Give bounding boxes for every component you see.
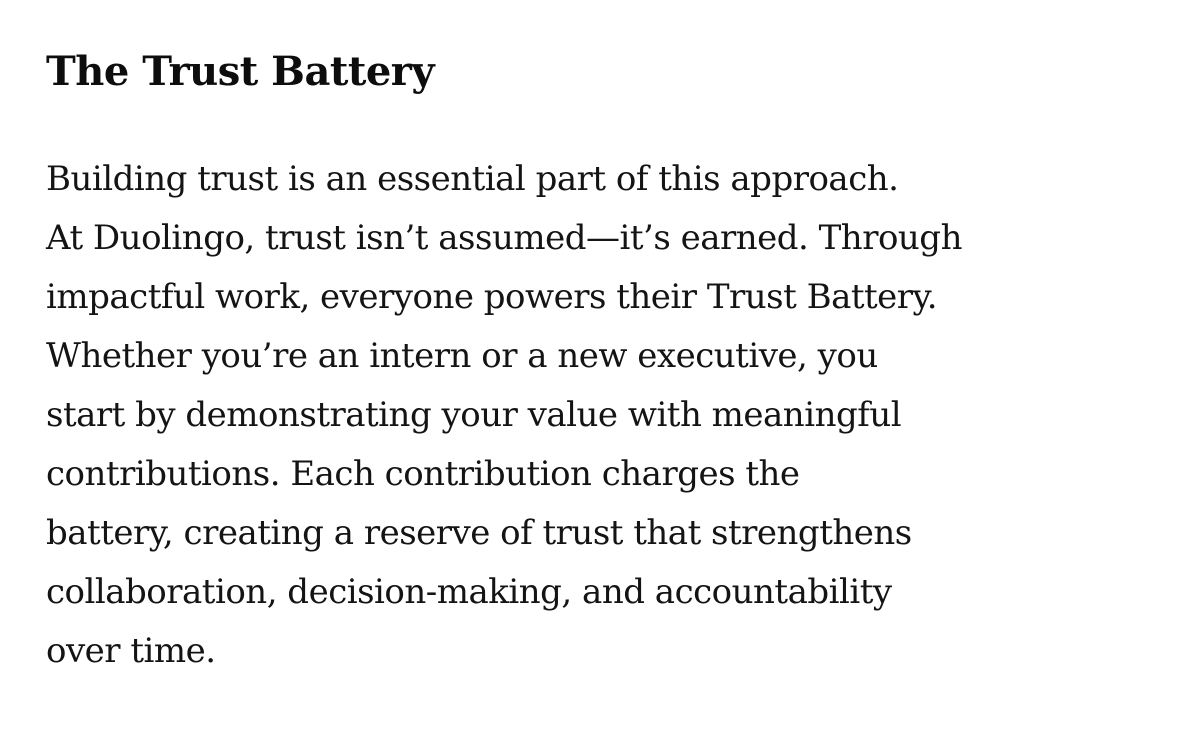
article-section [46, 44, 1166, 681]
paragraph-line: collaboration, decision-making, and accountability [46, 572, 892, 612]
paragraph-line: battery, creating a reserve of trust that strengthens [46, 513, 912, 553]
paragraph-line: start by demonstrating your value with meaningful [46, 395, 902, 435]
paragraph-line: over time. [46, 631, 216, 671]
paragraph-line: impactful work, everyone powers their Trust Battery. [46, 277, 938, 317]
paragraph-line: Whether you’re an intern or a new executive, you [46, 336, 878, 376]
paragraph-line: Building trust is an essential part of this approach. [46, 159, 899, 199]
paragraph-line: At Duolingo, trust isn’t assumed—it’s earned. Through [46, 218, 962, 258]
section-heading: The Trust Battery [46, 48, 435, 95]
paragraph-line: contributions. Each contribution charges the [46, 454, 800, 494]
body-paragraph [46, 150, 1166, 681]
